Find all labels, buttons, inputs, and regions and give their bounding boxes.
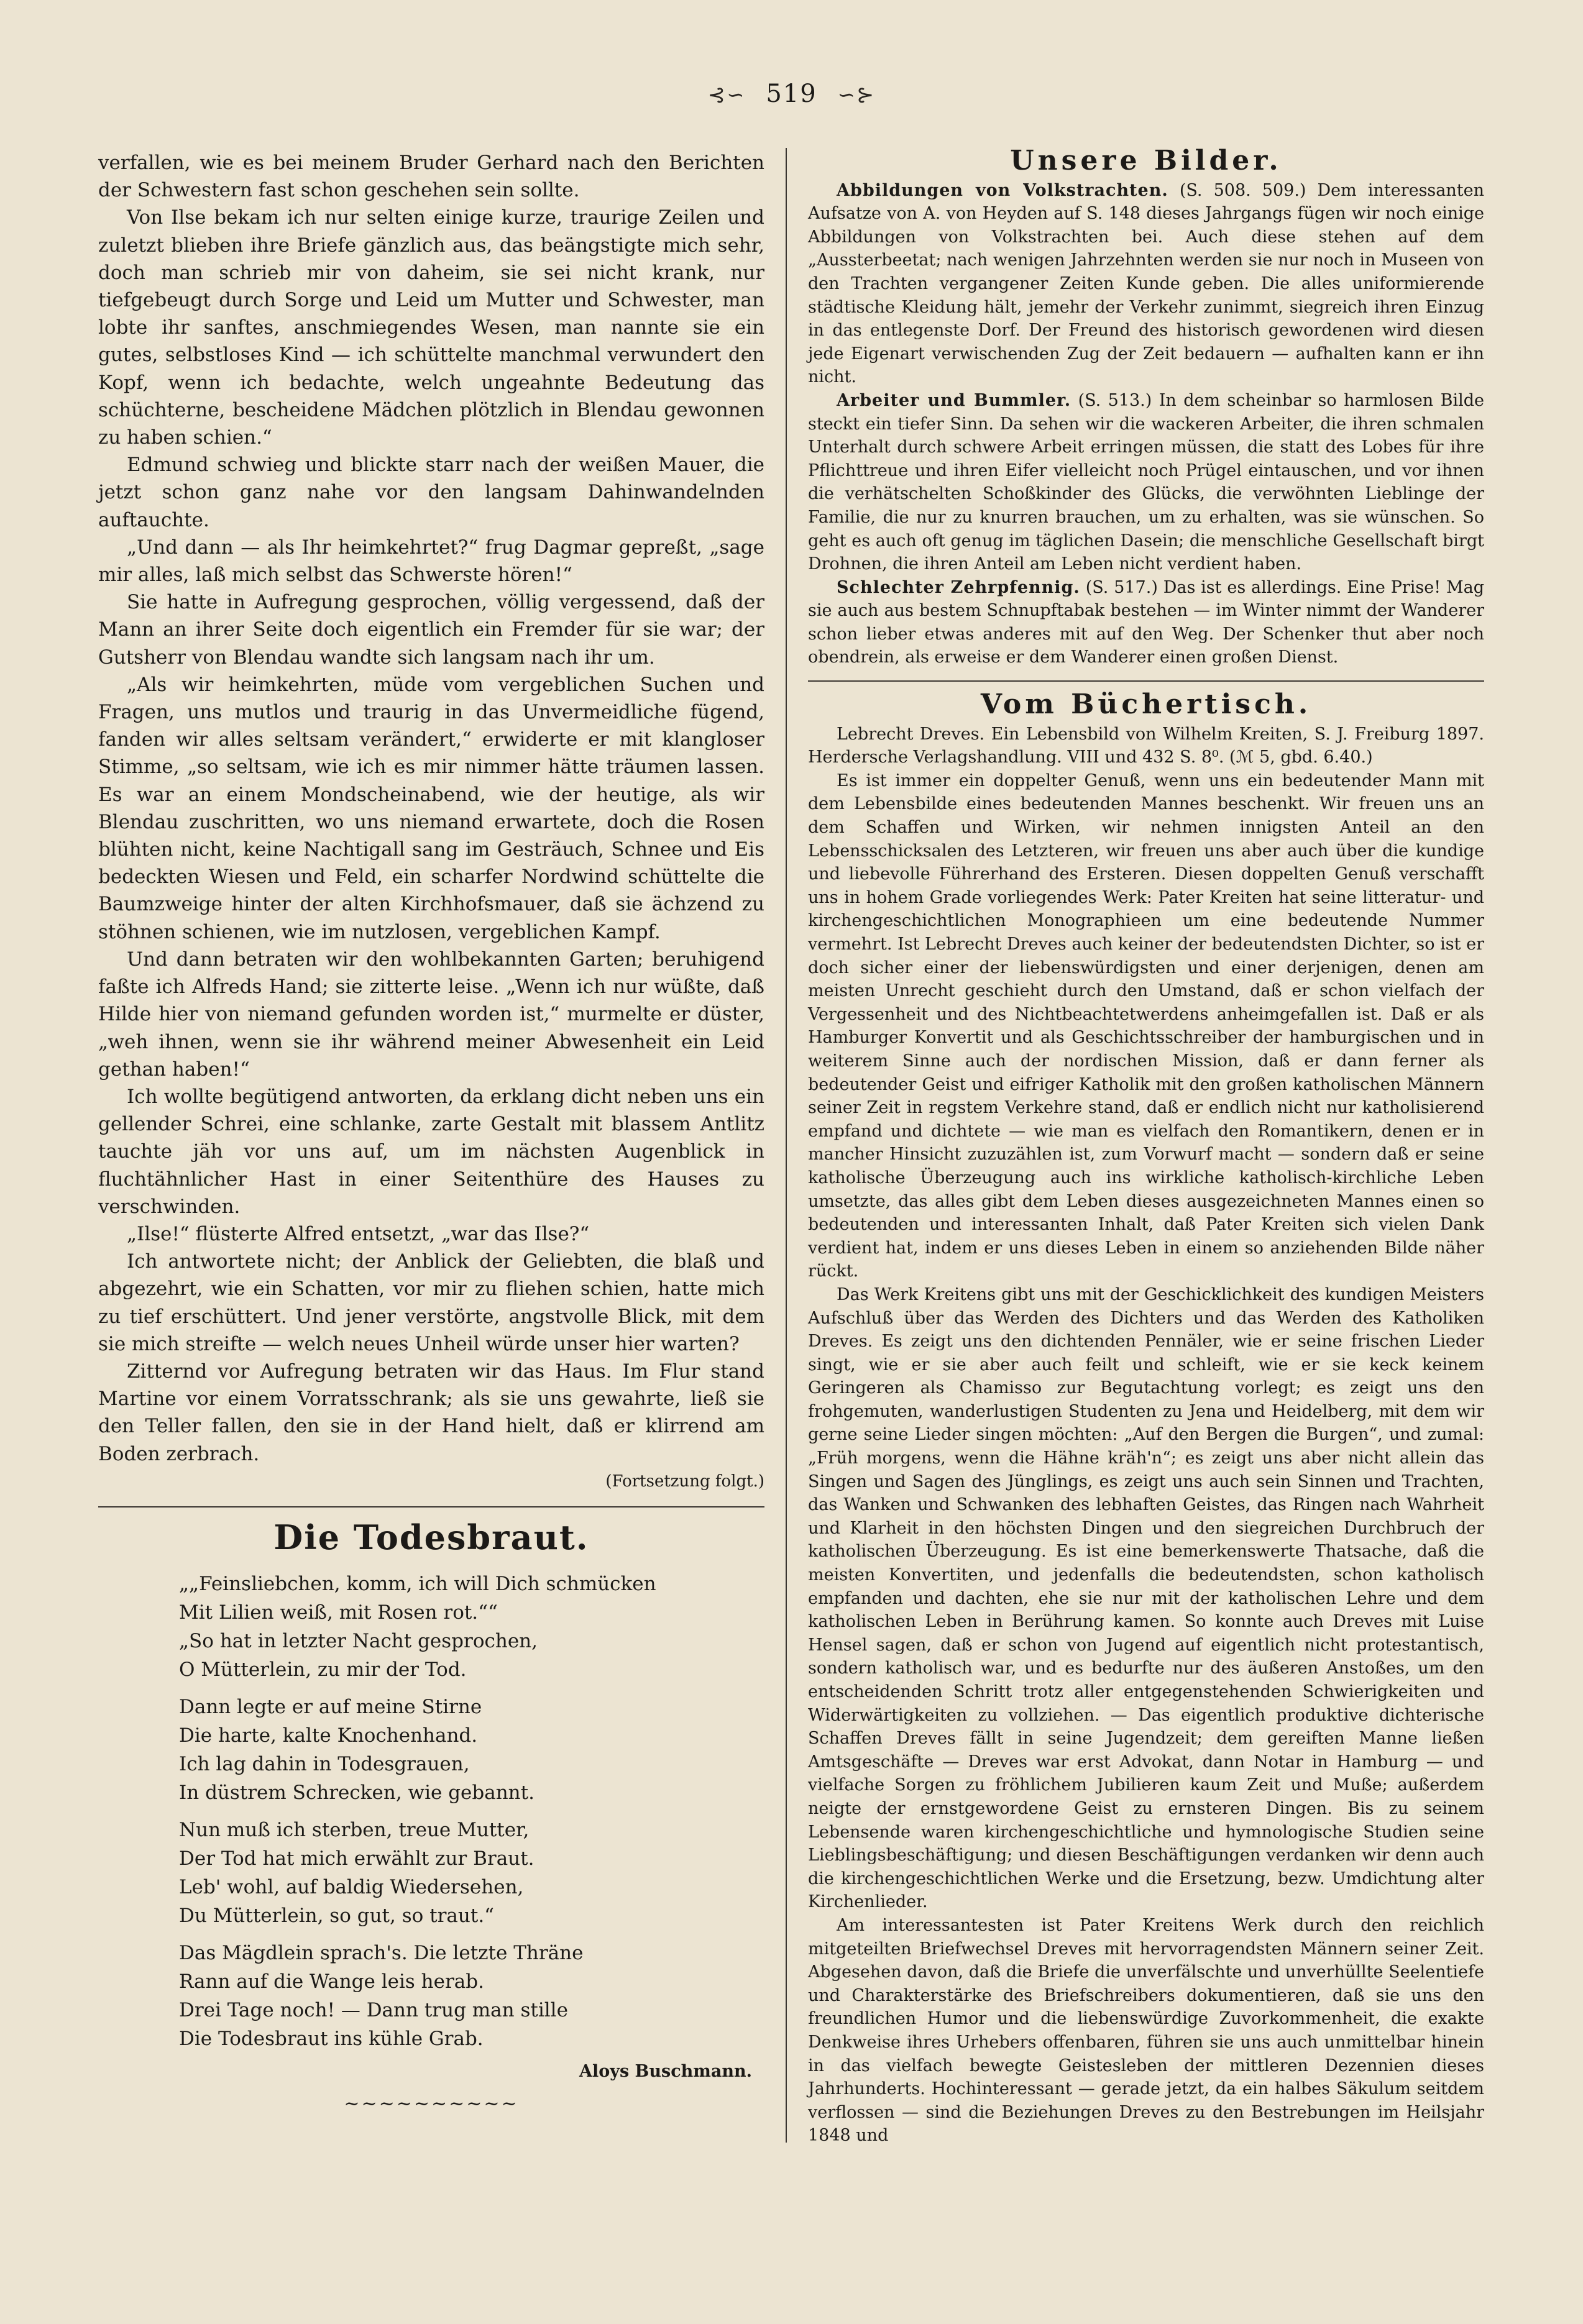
poem-title: Die Todesbraut.	[273, 1517, 589, 1557]
section-divider	[98, 1506, 764, 1507]
page-number: 519	[766, 80, 817, 108]
ornament-right: ∽⊱	[837, 83, 876, 108]
book-reference: Lebrecht Dreves. Ein Lebensbild von Wilhelm Kreiten, S. J. Freiburg 1897. Herdersche Verlagshandlung. VIII und 432 S. 8⁰. (ℳ 5, gbd. 6.40.)	[808, 724, 1484, 767]
poem-line: Dann legte er auf meine Stirne	[179, 1696, 482, 1719]
left-column	[98, 149, 764, 2118]
poem-line: Leb' wohl, auf baldig Wiedersehen,	[179, 1876, 524, 1899]
item-lead: Schlechter Zehrpfennig.	[837, 577, 1080, 597]
poem-author: Aloys Buschmann.	[579, 2062, 752, 2082]
story-paragraph: Von Ilse bekam ich nur selten einige kurze, traurige Zeilen und zuletzt blieben ihre Briefe gänzlich aus, das beängstigte mich sehr, doch man schrieb mir von daheim, sie sei nicht krank, nur tiefgebeugt durch Sorge und Leid um Mutter und Schwester, man lobte ihr sanftes, anschmiegendes Wesen, man nannte sie ein gutes, selbstloses Kind — ich schüttelte manchmal verwundert den Kopf, wenn ich bedachte, welch ungeahnte Bedeutung das schüchterne, bescheidene Mädchen plötzlich in Blendau gewonnen zu haben schien.“	[98, 206, 764, 449]
review-paragraph: Am interessantesten ist Pater Kreitens Werk durch den reichlich mitgeteilten Briefwechsel Dreves mit hervorragendsten Männern seiner Zeit. Abgesehen davon, daß die Briefe die unverfälschte und unverhüllte Seelentiefe und Charakterstärke des Briefschreibers dokumentieren, daß sie uns den freundlichen Humor und die liebenswürdige Zuvorkommenheit, die exakte Denkweise ihres Urhebers offenbaren, führen sie uns auch unmittelbar hinein in das vielfach bewegte Geistesleben der mittleren Dezennien dieses Jahrhunderts. Hochinteressant — gerade jetzt, da ein halbes Säkulum seitdem verflossen — sind die Beziehungen Dreves zu den Bestrebungen im Heilsjahr 1848 und	[808, 1915, 1484, 2146]
poem-line: Drei Tage noch! — Dann trug man stille	[179, 1999, 568, 2022]
bilder-item	[808, 576, 1484, 669]
continuation-note: (Fortsetzung folgt.)	[605, 1471, 764, 1491]
poem-line: Die Todesbraut ins kühle Grab.	[179, 2028, 484, 2051]
poem-line: O Mütterlein, zu mir der Tod.	[179, 1658, 467, 1681]
story-paragraph: Ich antwortete nicht; der Anblick der Geliebten, die blaß und abgezehrt, wie ein Schatten, vor mir zu fliehen schien, hatte mich zu tief erschüttert. Und jener verstörte, angstvolle Blick, mit dem sie mich streifte — welch neues Unheil würde unser hier warten?	[98, 1250, 764, 1355]
page-header	[0, 80, 1583, 108]
poem-line: „So hat in letzter Nacht gesprochen,	[179, 1630, 538, 1653]
poem-stanza	[179, 1816, 764, 1930]
review-paragraph: Das Werk Kreitens gibt uns mit der Geschicklichkeit des kundigen Meisters Aufschluß über das Werden des Dichters und das Werden des Katholiken Dreves. Es zeigt uns den dichtenden Pennäler, wie er seine frischen Lieder singt, wie er sie aber auch feilt und schleift, wie er sie keck keinem Geringeren als Chamisso zur Begutachtung vorlegt; es zeigt uns den frohgemuten, wanderlustigen Studenten zu Jena und Heidelberg, mit dem wir gerne seine Lieder singen möchten: „Auf den Bergen die Burgen“, und zumal: „Früh morgens, wenn die Hähne kräh'n“; es zeigt uns aber nicht allein das Singen und Sagen des Jünglings, es zeigt uns auch sein Sinnen und Trachten, das Wanken und Schwanken des lebhaften Geistes, das Ringen nach Wahrheit und Klarheit in den höchsten Dingen und den siegreichen Durchbruch der katholischen Überzeugung. Es ist eine bemerkenswerte Thatsache, daß die meisten Konvertiten, und jedenfalls die bedeutendsten, schon katholisch empfanden und dachten, ehe sie nur mit der katholischen Lehre und dem katholischen Leben in Berührung kamen. So konnte auch Dreves mit Luise Hensel sagen, daß er schon von Jugend auf eigentlich nicht protestantisch, sondern katholisch war, und es bedurfte nur des äußeren Anstoßes, um den entscheidenden Schritt trotz aller entgegenstehenden Schwierigkeiten und Widerwärtigkeiten zu vollziehen. — Das eigentlich produktive dichterische Schaffen Dreves fällt in seine Jugendzeit; dem gereiften Manne ließen Amtsgeschäfte — Dreves war erst Advokat, dann Notar in Hamburg — und vielfache Sorgen zu fröhlichem Jubilieren kaum Zeit und Muße; außerdem neigte der ernstgewordene Geist zu ernsteren Dingen. Bis zu seinem Lebensende waren kirchengeschichtliche und hymnologische Studien seine Lieblingsbeschäftigung; und diesen Beschäftigungen verdanken wir denn auch die kirchengeschichtlichen Werke und die Ersetzung, bezw. Umdichtung alter Kirchenlieder.	[808, 1284, 1484, 1912]
story-paragraph: Zitternd vor Aufregung betraten wir das Haus. Im Flur stand Martine vor einem Vorratsschrank; als sie uns gewahrte, ließ sie den Teller fallen, den sie in der Hand hielt, daß er klirrend am Boden zerbrach.	[98, 1360, 764, 1465]
poem-line: In düstrem Schrecken, wie gebannt.	[179, 1782, 535, 1805]
story-paragraph: „Als wir heimkehrten, müde vom vergeblichen Suchen und Fragen, uns mutlos und traurig in das Unvermeidliche fügend, fanden wir alles seltsam verändert,“ erwiderte er mit klangloser Stimme, „so seltsam, wie ich es mir nimmer hätte träumen lassen. Es war an einem Mondscheinabend, wie der heutige, als wir Blendau zuschritten, wo uns niemand erwartete, doch die Rosen blühten nicht, keine Nachtigall sang im Gesträuch, Schnee und Eis bedeckten Wiesen und Feld, ein scharfer Nordwind schüttelte die Baumzweige hinter der alten Kirchhofsmauer, daß sie ächzend zu stöhnen schienen, wie im nutzlosen, vergeblichen Kampf.	[98, 673, 764, 943]
poem-line: Nun muß ich sterben, treue Mutter,	[179, 1819, 530, 1842]
poem	[98, 1570, 764, 2053]
story-paragraph: Ich wollte begütigend antworten, da erklang dicht neben uns ein gellender Schrei, eine schlanke, zarte Gestalt mit blassem Antlitz tauchte jäh vor uns auf, um im nächsten Augenblick in fluchtähnlicher Hast in einer Seitenthüre des Hauses zu verschwinden.	[98, 1085, 764, 1218]
column-divider	[786, 148, 787, 2143]
story-paragraph: verfallen, wie es bei meinem Bruder Gerhard nach den Berichten der Schwestern fast schon geschehen sein sollte.	[98, 152, 764, 202]
bilder-item	[808, 389, 1484, 576]
item-lead: Arbeiter und Bummler.	[837, 390, 1071, 410]
section-title-unsere-bilder: Unsere Bilder.	[1010, 145, 1282, 176]
poem-line: „„Feinsliebchen, komm, ich will Dich schmücken	[179, 1573, 656, 1596]
review-paragraph: Es ist immer ein doppelter Genuß, wenn uns ein bedeutender Mann mit dem Lebensbilde eines bedeutenden Mannes beschenkt. Wir freuen uns an dem Schaffen und Wirken, wir nehmen innigsten Anteil an den Lebensschicksalen des Letzteren, wir freuen uns aber auch über die kundige und liebevolle Führerhand des Ersteren. Diesen doppelten Genuß verschafft uns in hohem Grade vorliegendes Werk: Pater Kreiten hat seine litteratur- und kirchengeschichtlichen Monographieen um eine bedeutende Nummer vermehrt. Ist Lebrecht Dreves auch keiner der bedeutendsten Dichter, so ist er doch sicher einer der liebenswürdigsten und einer derjenigen, denen am meisten Unrecht geschieht durch den Umstand, daß er schon vielfach der Vergessenheit und des Nichtbeachtetwerdens anheimgefallen ist. Daß er als Hamburger Konvertit und als Geschichtsschreiber der hamburgischen und in weiterem Sinne auch der nordischen Mission, daß er dann ferner als bedeutender Geist und eifriger Katholik mit den großen katholischen Männern seiner Zeit in regstem Verkehre stand, daß er endlich nicht nur katholisierend empfand und dichtete — wie man es vielfach den Romantikern, denen er in mancher Hinsicht zuzuzählen ist, zum Vorwurf macht — sondern daß er seine katholische Überzeugung auch ins wirkliche katholisch-kirchliche Leben umsetzte, das alles gibt dem Leben dieses ausgezeichneten Mannes einen so bedeutenden und interessanten Inhalt, daß Pater Kreiten sich vielen Dank verdient hat, indem er uns dieses Leben in einem so anziehenden Bilde näher rückt.	[808, 771, 1484, 1281]
section-divider	[808, 680, 1484, 682]
poem-stanza	[179, 1693, 764, 1807]
poem-line: Ich lag dahin in Todesgrauen,	[179, 1753, 470, 1776]
item-text: (S. 517.) Das ist es allerdings. Eine Prise! Mag sie auch aus bestem Schnupftabak bestehen — im Winter nimmt der Wanderer schon lieber etwas anderes mit auf den Weg. Der Schenker thut aber noch obendrein, als erweise er dem Wanderer einen großen Dienst.	[808, 577, 1484, 667]
right-column	[808, 145, 1484, 2148]
poem-line: Das Mägdlein sprach's. Die letzte Thräne	[179, 1942, 584, 1965]
story-paragraph: Edmund schwieg und blickte starr nach der weißen Mauer, die jetzt schon ganz nahe vor den langsam Dahinwandelnden auftauchte.	[98, 454, 764, 531]
item-text: (S. 508. 509.) Dem interessanten Aufsatze von A. von Heyden auf S. 148 dieses Jahrgangs fügen wir noch einige Abbildungen von Volkstrachten bei. Auch diese stehen auf dem „Aussterbeetat; nach wenigen Jahrzehnten werden sie nur noch in Museen von den Trachten vergangener Zeiten Kunde geben. Die alles uniformierende städtische Kleidung hält, jemehr der Verkehr zunimmt, siegreich ihren Einzug in das entlegenste Dorf. Der Freund des historisch gewordenen wird diesen jede Eigenart verwischenden Zug der Zeit bedauern — aufhalten kann er ihn nicht.	[808, 180, 1484, 387]
poem-stanza	[179, 1939, 764, 2053]
flourish-ornament: ~~~~~~~~~~	[344, 2093, 519, 2115]
story-paragraph: Und dann betraten wir den wohlbekannten Garten; beruhigend faßte ich Alfreds Hand; sie zitterte leise. „Wenn ich nur wüßte, daß Hilde hier von niemand gefunden worden ist,“ murmelte er düster, „weh ihnen, wenn sie ihr während meiner Abwesenheit ein Leid gethan haben!“	[98, 948, 764, 1081]
poem-line: Der Tod hat mich erwählt zur Braut.	[179, 1847, 535, 1870]
story-paragraph: „Und dann — als Ihr heimkehrtet?“ frug Dagmar gepreßt, „sage mir alles, laß mich selbst das Schwerste hören!“	[98, 536, 764, 587]
poem-line: Die harte, kalte Knochenhand.	[179, 1724, 478, 1747]
section-title-buechertisch: Vom Büchertisch.	[980, 689, 1312, 721]
bilder-item	[808, 179, 1484, 389]
poem-stanza	[179, 1570, 764, 1684]
poem-line: Du Mütterlein, so gut, so traut.“	[179, 1905, 495, 1928]
poem-line: Mit Lilien weiß, mit Rosen rot.““	[179, 1601, 498, 1624]
story-paragraph: Sie hatte in Aufregung gesprochen, völlig vergessend, daß der Mann an ihrer Seite doch eigentlich ein Fremder für sie war; der Gutsherr von Blendau wandte sich langsam nach ihr um.	[98, 591, 764, 669]
story-paragraph: „Ilse!“ flüsterte Alfred entsetzt, „war das Ilse?“	[127, 1222, 590, 1245]
poem-line: Rann auf die Wange leis herab.	[179, 1970, 484, 1993]
item-text: (S. 513.) In dem scheinbar so harmlosen Bilde steckt ein tiefer Sinn. Da sehen wir die wackeren Arbeiter, die ihren schmalen Unterhalt durch schwere Arbeit erringen müssen, die statt des Lobes für ihre Pflichttreue und ihren Eifer vielleicht noch Prügel eintauschen, und vor ihnen die verhätschelten Schoßkinder des Glücks, die verwöhnten Lieblinge der Familie, die nur zu knurren brauchen, um zu erhalten, was sie wünschen. So geht es auch oft genug im täglichen Dasein; die menschliche Gesellschaft birgt Drohnen, die ihren Anteil am Leben nicht verdient haben.	[808, 390, 1484, 574]
item-lead: Abbildungen von Volkstrachten.	[837, 180, 1168, 200]
ornament-left: ⊰∽	[707, 83, 746, 108]
